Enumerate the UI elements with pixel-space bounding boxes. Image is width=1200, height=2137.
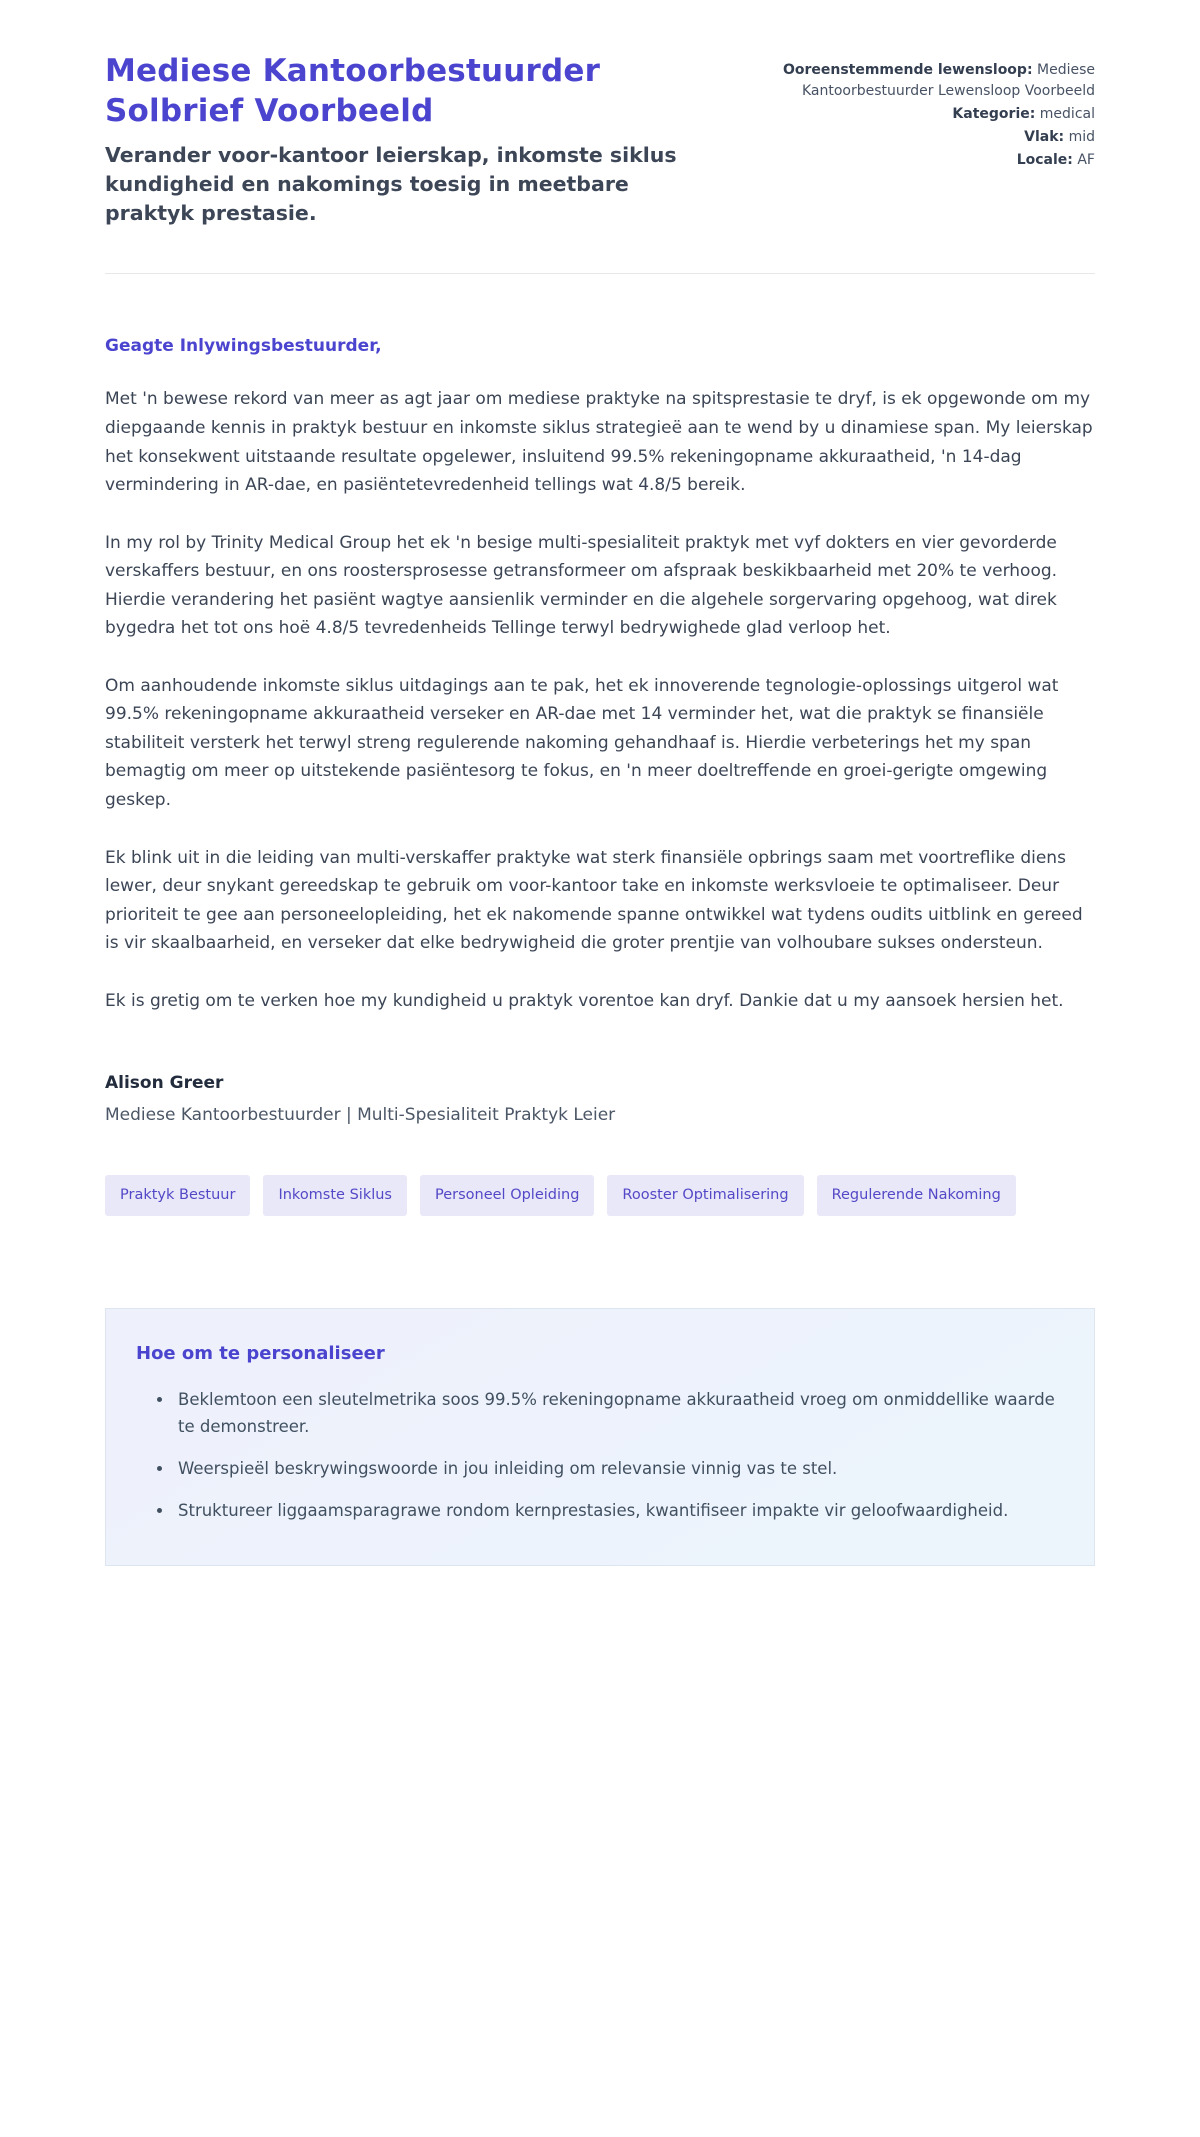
content-container	[105, 0, 1095, 1636]
tag-personeel-opleiding[interactable]: Personeel Opleiding	[420, 1175, 594, 1216]
meta-label: Vlak:	[1024, 129, 1065, 145]
header-meta	[765, 52, 1095, 173]
tag-rooster-optimalisering[interactable]: Rooster Optimalisering	[607, 1175, 803, 1216]
tag-inkomste-siklus[interactable]: Inkomste Siklus	[263, 1175, 407, 1216]
signature-name: Alison Greer	[105, 1073, 224, 1094]
tag-regulerende-nakoming[interactable]: Regulerende Nakoming	[817, 1175, 1016, 1216]
meta-label: Locale:	[1016, 152, 1073, 168]
header-divider	[105, 273, 1095, 274]
letter-greeting: Geagte Inlywingsbestuurder,	[105, 336, 382, 357]
meta-row-locale	[765, 150, 1095, 171]
page-subtitle: Verander voor-kantoor leierskap, inkomste siklus kundigheid en nakomings toesig in meetbare praktyk prestasie.	[105, 143, 677, 225]
meta-label: Ooreenstemmende lewensloop:	[782, 62, 1033, 78]
tip-box-title: Hoe om te personaliseer	[136, 1342, 385, 1364]
meta-value: Mediese Kantoorbestuurder Lewensloop Voorbeeld	[801, 62, 1095, 99]
header-title-block	[105, 52, 680, 227]
meta-value: mid	[1064, 129, 1095, 145]
personalization-tip-box	[105, 1308, 1095, 1566]
page-title: Mediese Kantoorbestuurder Solbrief Voorbeeld	[105, 53, 601, 129]
meta-value: AF	[1072, 152, 1095, 168]
letter-paragraph: Ek is gretig om te verken hoe my kundigheid u praktyk vorentoe kan dryf. Dankie dat u my aansoek hersien het.	[105, 990, 1064, 1011]
tip-list-item: • Struktureer liggaamsparagrawe rondom kernprestasies, kwantifiseer impakte vir geloofwaardigheid.	[174, 1497, 1064, 1524]
letter-body	[105, 336, 1095, 1015]
tag-praktyk-bestuur[interactable]: Praktyk Bestuur	[105, 1175, 250, 1216]
tip-list	[136, 1386, 1064, 1525]
letter-paragraph: Met 'n bewese rekord van meer as agt jaar om mediese praktyke na spitsprestasie te dryf, is ek opgewonde om my diepgaande kennis in praktyk bestuur en inkomste siklus strategieë aan te wend by u dinamiese span. My leierskap het konsekwent uitstaande resultate opgelewer, insluitend 99.5% rekeningopname akkuraatheid, 'n 14-dag vermindering in AR-dae, en pasiëntetevredenheid tellings wat 4.8/5 bereik.	[105, 389, 1093, 496]
letter-paragraph: Ek blink uit in die leiding van multi-verskaffer praktyke wat sterk finansiële opbrings saam met voortreflike diens lewer, deur snykant gereedskap te gebruik om voor-kantoor take en inkomste werksvloeie te optimaliseer. Deur prioriteit te gee aan personeelopleiding, het ek nakomende spanne ontwikkel wat tydens oudits uitblink en gereed is vir skaalbaarheid, en verseker dat elke bedrywigheid die groter prentjie van volhoubare sukses ondersteun.	[105, 847, 1083, 954]
meta-row-matching-resume	[765, 60, 1095, 102]
meta-label: Kategorie:	[952, 106, 1036, 122]
header	[105, 52, 1095, 227]
meta-row-category	[765, 104, 1095, 125]
meta-value: medical	[1035, 106, 1095, 122]
signature-block	[105, 1073, 1095, 1125]
skill-tags	[105, 1175, 1095, 1216]
letter-paragraph: In my rol by Trinity Medical Group het ek 'n besige multi-spesialiteit praktyk met vyf dokters en vier gevorderde verskaffers bestuur, en ons roostersprosesse getransformeer om afspraak beskikbaarheid met 20% te verhoog. Hierdie verandering het pasiënt wagtye aansienlik verminder en die algehele sorgervaring opgehoog, wat direk bygedra het tot ons hoë 4.8/5 tevredenheids Tellinge terwyl bedrywighede glad verloop het.	[105, 532, 1058, 639]
tip-list-item: • Beklemtoon een sleutelmetrika soos 99.5% rekeningopname akkuraatheid vroeg om onmiddellike waarde te demonstreer.	[174, 1386, 1064, 1440]
tip-list-item: • Weerspieël beskrywingswoorde in jou inleiding om relevansie vinnig vas te stel.	[174, 1455, 1064, 1482]
meta-row-level	[765, 127, 1095, 148]
signature-role: Mediese Kantoorbestuurder | Multi-Spesialiteit Praktyk Leier	[105, 1105, 616, 1126]
letter-paragraph: Om aanhoudende inkomste siklus uitdagings aan te pak, het ek innoverende tegnologie-oplossings uitgerol wat 99.5% rekeningopname akkuraatheid verseker en AR-dae met 14 verminder het, wat die praktyk se finansiële stabiliteit versterk het terwyl streng regulerende nakoming gehandhaaf is. Hierdie verbeterings het my span bemagtig om meer op uitstekende pasiëntesorg te fokus, en 'n meer doeltreffende en groei-gerigte omgewing geskep.	[105, 675, 1059, 810]
